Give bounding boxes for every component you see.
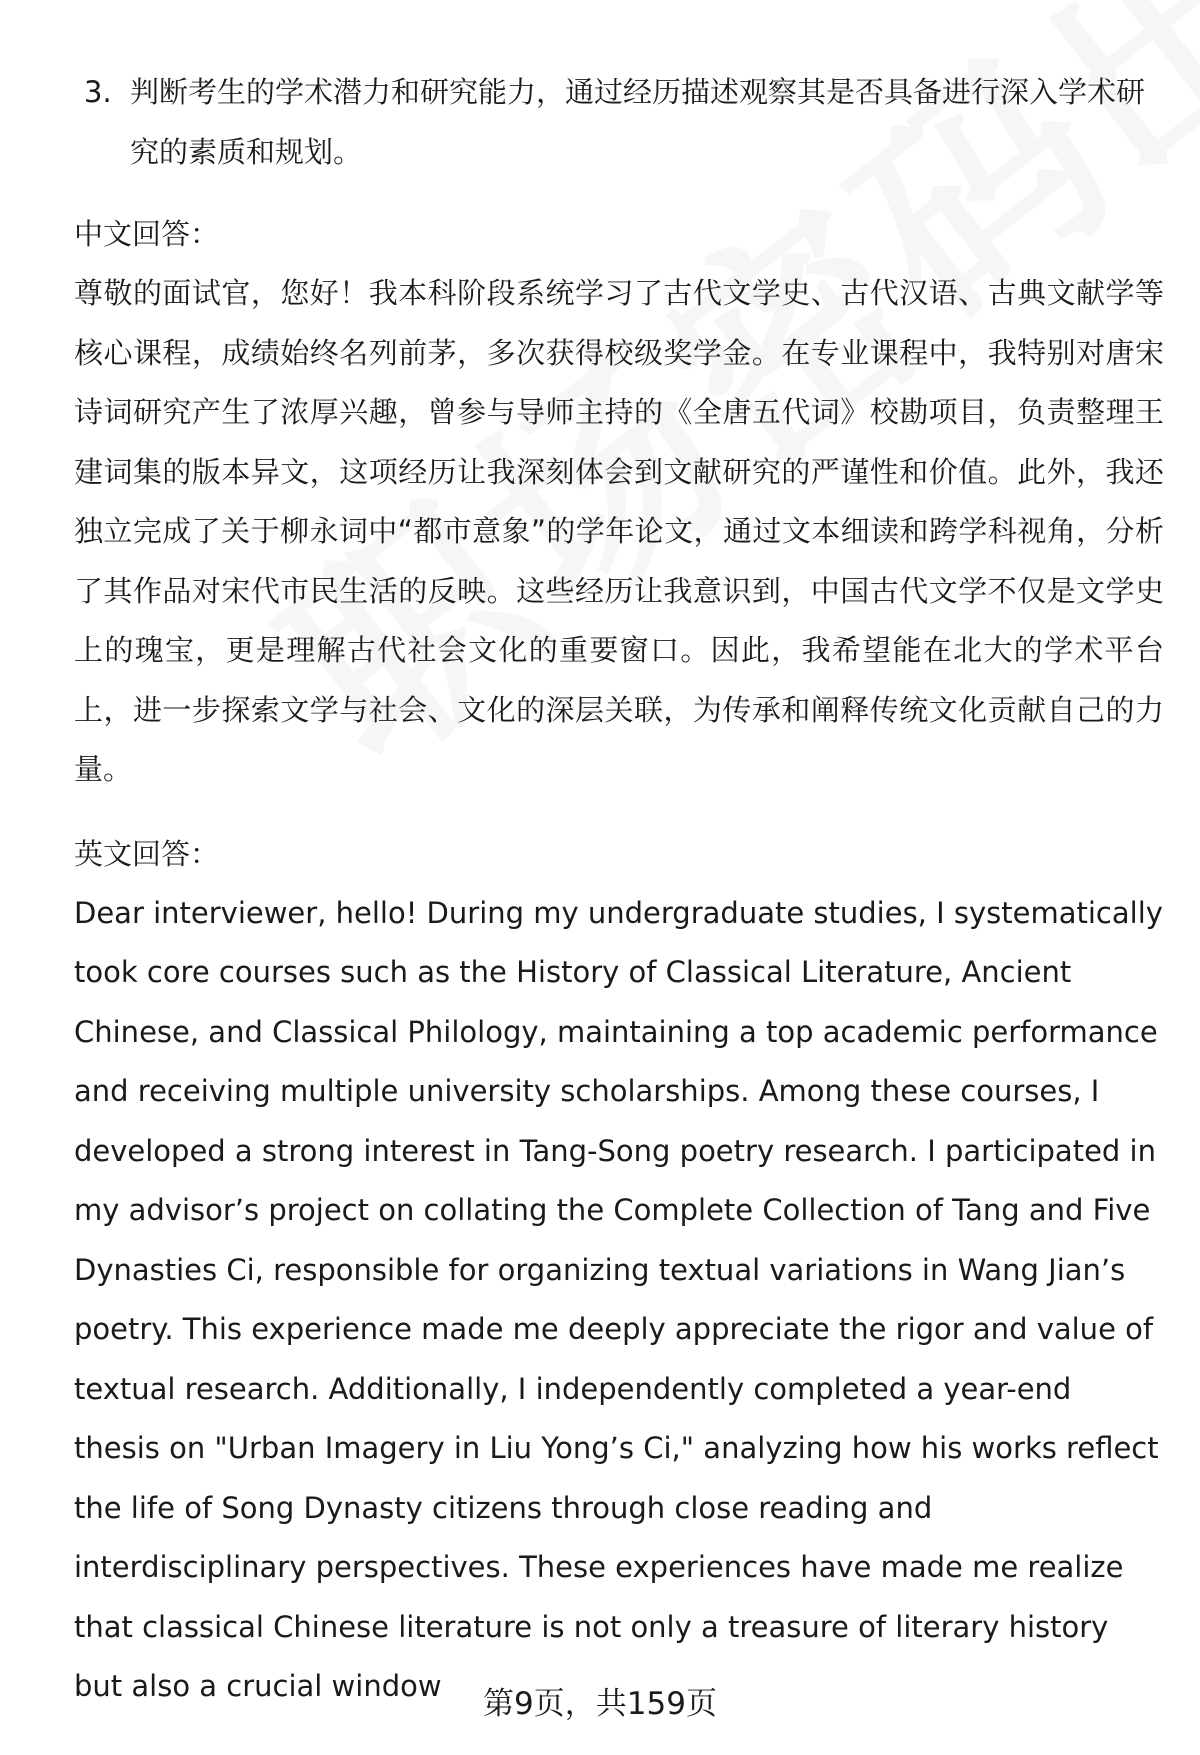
document-page: [74, 62, 1164, 1717]
english-answer-heading: 英文回答：: [74, 836, 220, 871]
list-item-text: 判断考生的学术潜力和研究能力，通过经历描述观察其是否具备进行深入学术研究的素质和规划。: [130, 75, 1146, 169]
chinese-answer-heading: 中文回答：: [74, 217, 220, 251]
list-item-3: [74, 62, 1164, 182]
page-number: 第9页，共159页: [483, 1686, 717, 1722]
english-answer-body: Dear interviewer, hello! During my undergraduate studies, I systematically took core courses such as the History of Classical Literature, Ancient Chinese, and Classical Philology, maintaining a top academic performance and receiving multiple university scholarships. Among these courses, I developed a strong interest in Tang-Song poetry research. I participated in my advisor’s project on collating the Complete Collection of Tang and Five Dynasties Ci, responsible for organizing textual variations in Wang Jian’s poetry. This experience made me deeply appreciate the rigor and value of textual research. Additionally, I independently completed a year-end thesis on "Urban Imagery in Liu Yong’s Ci," analyzing how his works reflect the life of Song Dynasty citizens through close reading and interdisciplinary perspectives. These experiences have made me realize that classical Chinese literature is not only a treasure of literary history but also a crucial window: [74, 895, 1163, 1703]
list-item-number: 3.: [84, 75, 112, 109]
chinese-answer-body: 尊敬的面试官，您好！我本科阶段系统学习了古代文学史、古代汉语、古典文献学等核心课程，成绩始终名列前茅，多次获得校级奖学金。在专业课程中，我特别对唐宋诗词研究产生了浓厚兴趣，曾参与导师主持的《全唐五代词》校勘项目，负责整理王建词集的版本异文，这项经历让我深刻体会到文献研究的严谨性和价值。此外，我还独立完成了关于柳永词中“都市意象”的学年论文，通过文本细读和跨学科视角，分析了其作品对宋代市民生活的反映。这些经历让我意识到，中国古代文学不仅是文学史上的瑰宝，更是理解古代社会文化的重要窗口。因此，我希望能在北大的学术平台上，进一步探索文学与社会、文化的深层关联，为传承和阐释传统文化贡献自己的力量。: [74, 276, 1164, 786]
